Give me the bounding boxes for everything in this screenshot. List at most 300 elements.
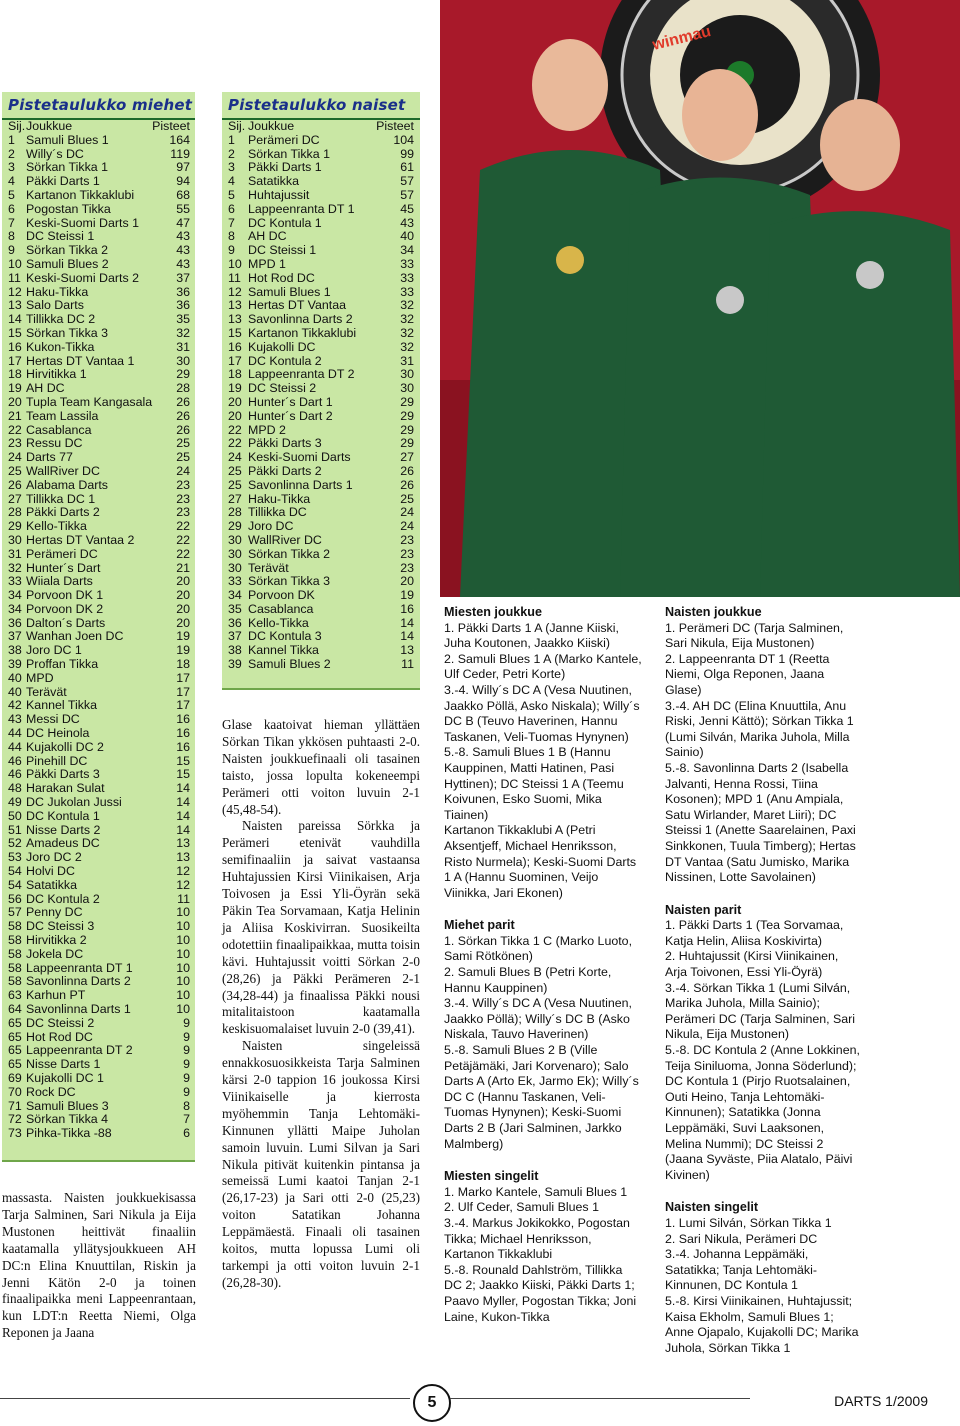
cell-points: 24 — [400, 519, 414, 534]
table-row — [228, 520, 414, 534]
cell-rank: 7 — [228, 215, 235, 230]
results-text: 1. Sörkan Tikka 1 C (Marko Luoto, Sami Rötkönen) 2. Samuli Blues B (Petri Korte, Hannu Kauppinen) 3.-4. Willy´s DC A (Vesa Nuutinen, Jaakko Pöllä); Willy´s DC B (Asko Niskala, Tauvo Haverinen) 5.-8. Samuli Blues 2 B (Ville Petäjämäki, Jari Korvenaro); Salo Darts A (Arto Ek, Jarmo Ek); Willy´s DC C (Hannu Taskanen, Veli-Tuomas Hynynen); Keski-Suomi Darts 2 B (Jari Salminen, Jarkko Malmberg) — [444, 933, 639, 1151]
cell-team: Päkki Darts 2 — [248, 463, 322, 478]
cell-rank: 36 — [228, 615, 242, 630]
results-heading: Naisten joukkue — [665, 605, 762, 619]
cell-rank: 18 — [8, 367, 22, 382]
cell-rank: 16 — [228, 339, 242, 354]
cell-rank: 11 — [228, 270, 241, 285]
table-header-row — [228, 120, 414, 134]
cell-rank: 33 — [8, 574, 22, 589]
cell-points: 57 — [400, 174, 414, 189]
results-text: 1. Päkki Darts 1 A (Janne Kiiski, Juha Koutonen, Jaakko Kiiski) 2. Samuli Blues 1 A (Marko Kantele, Ulf Ceder, Petri Korte) 3.-4. Willy´s DC A (Vesa Nuutinen, Jaakko Pöllä, Asko Niskala); Willy´s DC B (Teuvo Haverinen, Hannu Taskanen, Veli-Tuomas Hynynen) 5.-8. Samuli Blues 1 B (Hannu Kauppinen, Matti Hatinen, Pasi Hyttinen); DC Steissi 1 A (Teemu Koivunen, Esko Suomi, Mika Tiainen) Kartanon Tikkaklubi A (Petri Aksentjeff, Michael Henriksson, Risto Nurmela); Keski-Suomi Darts 1 A (Hannu Suominen, Veijo Viinikka, Jari Ekonen) — [444, 620, 642, 900]
cell-team: Joro DC 1 — [26, 643, 82, 658]
cell-rank: 12 — [8, 284, 22, 299]
cell-rank: 58 — [8, 933, 22, 948]
cell-team: DC Kontula 2 — [26, 891, 100, 906]
cell-team: Amadeus DC — [26, 836, 100, 851]
cell-rank: 5 — [8, 187, 15, 202]
table-row — [228, 355, 414, 369]
cell-team: Dalton´s Darts — [26, 615, 106, 630]
cell-rank: 15 — [228, 325, 242, 340]
cell-rank: 7 — [8, 215, 15, 230]
cell-team: Samuli Blues 2 — [248, 657, 331, 672]
cell-rank: 21 — [8, 408, 22, 423]
cell-rank: 69 — [8, 1070, 22, 1085]
cell-points: 14 — [400, 615, 414, 630]
cell-rank: 70 — [8, 1084, 22, 1099]
results-heading: Miehet parit — [444, 918, 515, 933]
cell-team: Casablanca — [26, 422, 92, 437]
cell-points: 40 — [400, 229, 414, 244]
cell-rank: 26 — [8, 477, 22, 492]
results-heading: Naisten singelit — [665, 1200, 759, 1215]
cell-team: Kujakolli DC 2 — [26, 739, 104, 754]
cell-team: Hunter´s Dart 2 — [248, 408, 333, 423]
table-row — [8, 230, 190, 244]
cell-rank: 58 — [8, 919, 22, 934]
cell-points: 26 — [176, 422, 190, 437]
cell-rank: 25 — [8, 463, 22, 478]
table-row — [8, 865, 190, 879]
table-row — [228, 341, 414, 355]
cell-team: Hot Rod DC — [26, 1029, 93, 1044]
table-row — [228, 189, 414, 203]
team-photo — [440, 0, 960, 597]
cell-points: 23 — [400, 532, 414, 547]
cell-rank: 71 — [8, 1098, 22, 1113]
cell-points: 34 — [400, 243, 414, 258]
cell-points: 20 — [176, 615, 190, 630]
cell-points: 13 — [176, 850, 190, 865]
cell-points: 29 — [176, 367, 190, 382]
cell-points: 14 — [176, 822, 190, 837]
table-row — [228, 479, 414, 493]
cell-rank: 58 — [8, 960, 22, 975]
cell-rank: 42 — [8, 698, 22, 713]
cell-team: Pogostan Tikka — [26, 201, 111, 216]
cell-rank: 6 — [228, 201, 235, 216]
cell-points: 99 — [400, 146, 414, 161]
team-photo-illustration — [440, 0, 960, 597]
cell-team: Päkki Darts 1 — [26, 174, 100, 189]
cell-points: 17 — [176, 684, 190, 699]
cell-team: Pinehill DC — [26, 753, 88, 768]
cell-team: Kartanon Tikkaklubi — [26, 187, 135, 202]
table-row — [8, 465, 190, 479]
cell-points: 16 — [400, 601, 414, 616]
table-row — [8, 368, 190, 382]
cell-team: Sörkan Tikka 4 — [26, 1112, 109, 1127]
cell-team: Perämeri DC — [26, 546, 98, 561]
table-row — [228, 437, 414, 451]
cell-team: Tillikka DC 2 — [26, 312, 96, 327]
table-row — [8, 148, 190, 162]
table-row — [8, 410, 190, 424]
cell-team: Tillikka DC 1 — [26, 491, 96, 506]
cell-team: Willy´s DC — [26, 146, 84, 161]
cell-points: 32 — [176, 325, 190, 340]
table-row — [8, 562, 190, 576]
cell-points: 14 — [176, 795, 190, 810]
cell-points: 32 — [400, 325, 414, 340]
cell-team: Samuli Blues 2 — [26, 256, 109, 271]
table-row — [8, 161, 190, 175]
table-row — [8, 630, 190, 644]
cell-points: 14 — [400, 629, 414, 644]
cell-points: 25 — [400, 491, 414, 506]
cell-rank: 39 — [8, 657, 22, 672]
cell-points: 9 — [183, 1029, 190, 1044]
table-row — [228, 465, 414, 479]
table-row — [8, 437, 190, 451]
cell-rank: 24 — [228, 450, 242, 465]
cell-team: Sörkan Tikka 2 — [26, 243, 109, 258]
cell-rank: 25 — [228, 477, 242, 492]
cell-points: 31 — [400, 353, 414, 368]
table-row — [8, 755, 190, 769]
table-row — [228, 148, 414, 162]
cell-rank: 58 — [8, 974, 22, 989]
cell-points: 9 — [183, 1057, 190, 1072]
cell-points: 43 — [400, 215, 414, 230]
table-row — [8, 975, 190, 989]
cell-rank: 28 — [228, 505, 242, 520]
cell-team: DC Kontula 2 — [248, 353, 322, 368]
cell-rank: 2 — [228, 146, 235, 161]
table-row — [8, 810, 190, 824]
cell-rank: 51 — [8, 822, 22, 837]
cell-rank: 28 — [8, 505, 22, 520]
cell-rank: 64 — [8, 1002, 22, 1016]
cell-rank: 65 — [8, 1029, 22, 1044]
cell-points: 12 — [176, 864, 190, 879]
cell-team: MPD — [26, 670, 54, 685]
cell-points: 24 — [400, 505, 414, 520]
cell-rank: 1 — [228, 132, 235, 147]
cell-team: WallRiver DC — [26, 463, 100, 478]
cell-points: 17 — [176, 670, 190, 685]
cell-points: 29 — [400, 436, 414, 451]
cell-rank: 40 — [8, 670, 22, 685]
cell-rank: 4 — [8, 174, 15, 189]
cell-team: Kannel Tikka — [248, 643, 319, 658]
cell-rank: 10 — [228, 256, 242, 271]
cell-team: Keski-Suomi Darts 1 — [26, 215, 139, 230]
cell-points: 22 — [176, 532, 190, 547]
cell-rank: 54 — [8, 864, 22, 879]
results-women-column — [665, 605, 863, 1356]
cell-points: 26 — [176, 394, 190, 409]
cell-rank: 8 — [228, 229, 235, 244]
cell-team: Alabama Darts — [26, 477, 108, 492]
table-row — [8, 1017, 190, 1031]
cell-points: 16 — [176, 712, 190, 727]
cell-team: Samuli Blues 1 — [248, 284, 331, 299]
cell-rank: 9 — [228, 243, 235, 258]
cell-rank: 46 — [8, 753, 22, 768]
footer-rule-left — [0, 1398, 410, 1399]
table-row — [8, 355, 190, 369]
cell-rank: 34 — [228, 588, 242, 603]
cell-points: 9 — [183, 1084, 190, 1099]
cell-points: 9 — [183, 1070, 190, 1085]
cell-team: Keski-Suomi Darts 2 — [26, 270, 139, 285]
table-row — [8, 962, 190, 976]
cell-points: 43 — [176, 229, 190, 244]
article-middle-column — [222, 717, 420, 1292]
table-row — [228, 272, 414, 286]
cell-rank: 10 — [8, 256, 22, 271]
cell-team: Hot Rod DC — [248, 270, 315, 285]
cell-team: DC Steissi 2 — [26, 1015, 95, 1030]
cell-points: 33 — [400, 284, 414, 299]
men-standings-title: Pistetaulukko miehet — [2, 92, 195, 120]
cell-points: 16 — [176, 726, 190, 741]
table-row — [228, 617, 414, 631]
cell-team: Nisse Darts 2 — [26, 822, 101, 837]
cell-points: 19 — [400, 588, 414, 603]
cell-points: 10 — [176, 905, 190, 920]
cell-team: Holvi DC — [26, 864, 75, 879]
cell-rank: 53 — [8, 850, 22, 865]
cell-team: Joro DC 2 — [26, 850, 82, 865]
cell-team: DC Steissi 3 — [26, 919, 95, 934]
cell-rank: 46 — [8, 767, 22, 782]
cell-points: 10 — [176, 988, 190, 1003]
cell-points: 11 — [177, 891, 190, 906]
table-row — [228, 258, 414, 272]
cell-rank: 39 — [228, 657, 242, 672]
table-row — [8, 175, 190, 189]
cell-rank: 34 — [8, 601, 22, 616]
cell-team: Perämeri DC — [248, 132, 320, 147]
cell-rank: 13 — [8, 298, 22, 313]
cell-team: Ressu DC — [26, 436, 83, 451]
cell-rank: 11 — [8, 270, 21, 285]
cell-points: 22 — [176, 519, 190, 534]
cell-rank: 54 — [8, 877, 22, 892]
table-row — [228, 548, 414, 562]
cell-team: Rock DC — [26, 1084, 76, 1099]
cell-team: Porvoon DK — [248, 588, 315, 603]
cell-team: Lappeenranta DT 2 — [26, 1043, 133, 1058]
cell-rank: 27 — [8, 491, 22, 506]
table-row — [8, 893, 190, 907]
cell-team: Hertas DT Vantaa 1 — [26, 353, 135, 368]
header-rank: Sij. — [8, 119, 26, 133]
table-row — [8, 699, 190, 713]
table-row — [8, 396, 190, 410]
cell-points: 14 — [176, 781, 190, 796]
section-gap — [444, 901, 642, 918]
cell-points: 23 — [176, 477, 190, 492]
men-standings-table — [8, 120, 190, 1141]
cell-team: Team Lassila — [26, 408, 99, 423]
table-row — [8, 534, 190, 548]
cell-points: 35 — [176, 312, 190, 327]
cell-rank: 25 — [228, 463, 242, 478]
cell-points: 29 — [400, 408, 414, 423]
cell-rank: 17 — [228, 353, 242, 368]
table-row — [8, 934, 190, 948]
cell-rank: 72 — [8, 1112, 22, 1127]
cell-team: Salo Darts — [26, 298, 84, 313]
table-row — [8, 548, 190, 562]
table-row — [228, 175, 414, 189]
cell-points: 25 — [176, 436, 190, 451]
cell-team: DC Steissi 1 — [26, 229, 95, 244]
cell-rank: 29 — [8, 519, 22, 534]
table-row — [8, 382, 190, 396]
cell-rank: 38 — [228, 643, 242, 658]
cell-rank: 31 — [8, 546, 22, 561]
section-gap — [444, 1152, 642, 1169]
cell-points: 25 — [176, 450, 190, 465]
cell-team: Terävät — [248, 560, 289, 575]
table-row — [8, 203, 190, 217]
cell-points: 10 — [176, 946, 190, 961]
cell-team: Hunter´s Dart 1 — [248, 394, 333, 409]
cell-team: Hertas DT Vantaa — [248, 298, 347, 313]
cell-team: Haku-Tikka — [26, 284, 89, 299]
cell-rank: 30 — [228, 560, 242, 575]
cell-points: 23 — [400, 546, 414, 561]
cell-team: Pihka-Tikka -88 — [26, 1126, 112, 1141]
cell-rank: 19 — [228, 381, 242, 396]
cell-points: 23 — [176, 491, 190, 506]
cell-points: 24 — [176, 463, 190, 478]
table-row — [8, 341, 190, 355]
cell-rank: 3 — [8, 160, 15, 175]
cell-team: Savonlinna Darts 1 — [26, 1002, 131, 1016]
cell-team: Päkki Darts 3 — [248, 436, 322, 451]
brand-text: winmau — [650, 22, 713, 54]
cell-team: Lappeenranta DT 1 — [248, 201, 355, 216]
cell-points: 8 — [183, 1098, 190, 1113]
cell-team: Kujakolli DC — [248, 339, 316, 354]
table-row — [228, 382, 414, 396]
cell-team: Tillikka DC — [248, 505, 307, 520]
cell-points: 10 — [176, 960, 190, 975]
table-row — [8, 479, 190, 493]
results-heading: Miesten joukkue — [444, 605, 542, 619]
cell-rank: 9 — [8, 243, 15, 258]
cell-points: 94 — [176, 174, 190, 189]
cell-team: Savonlinna Darts 1 — [248, 477, 353, 492]
cell-points: 20 — [176, 588, 190, 603]
cell-rank: 65 — [8, 1043, 22, 1058]
table-row — [8, 837, 190, 851]
cell-points: 33 — [400, 256, 414, 271]
cell-points: 29 — [400, 394, 414, 409]
cell-points: 9 — [183, 1015, 190, 1030]
table-row — [228, 286, 414, 300]
cell-rank: 48 — [8, 781, 22, 796]
table-row — [228, 244, 414, 258]
cell-points: 20 — [400, 574, 414, 589]
cell-team: Jokela DC — [26, 946, 84, 961]
cell-points: 10 — [176, 974, 190, 989]
cell-team: Joro DC — [248, 519, 294, 534]
cell-rank: 56 — [8, 891, 22, 906]
cell-team: Kukon-Tikka — [26, 339, 95, 354]
table-row — [8, 741, 190, 755]
cell-points: 61 — [400, 160, 414, 175]
table-row — [8, 1100, 190, 1114]
section-gap — [665, 886, 863, 903]
cell-rank: 65 — [8, 1057, 22, 1072]
cell-rank: 4 — [228, 174, 235, 189]
cell-team: DC Kontula 3 — [248, 629, 322, 644]
cell-rank: 24 — [8, 450, 22, 465]
table-row — [8, 727, 190, 741]
cell-rank: 43 — [8, 712, 22, 727]
cell-points: 16 — [176, 739, 190, 754]
men-standings-box — [2, 92, 195, 1162]
table-row — [8, 796, 190, 810]
table-row — [8, 617, 190, 631]
cell-team: Porvoon DK 1 — [26, 588, 104, 603]
cell-team: Kello-Tikka — [248, 615, 309, 630]
cell-team: Huhtajussit — [248, 187, 310, 202]
cell-rank: 8 — [8, 229, 15, 244]
cell-points: 164 — [169, 132, 190, 147]
cell-team: Casablanca — [248, 601, 314, 616]
cell-team: Hunter´s Dart — [26, 560, 101, 575]
cell-points: 119 — [170, 146, 190, 161]
cell-rank: 20 — [228, 408, 242, 423]
table-row — [228, 410, 414, 424]
cell-team: Karhun PT — [26, 988, 86, 1003]
cell-rank: 37 — [228, 629, 242, 644]
table-row — [228, 575, 414, 589]
table-row — [8, 782, 190, 796]
cell-team: Sörkan Tikka 1 — [26, 160, 109, 175]
table-row — [8, 1113, 190, 1127]
cell-team: DC Steissi 1 — [248, 243, 317, 258]
cell-rank: 13 — [228, 312, 242, 327]
cell-team: MPD 1 — [248, 256, 286, 271]
table-row — [8, 313, 190, 327]
cell-team: WallRiver DC — [248, 532, 322, 547]
cell-rank: 6 — [8, 201, 15, 216]
cell-rank: 36 — [8, 615, 22, 630]
cell-rank: 57 — [8, 905, 22, 920]
cell-rank: 63 — [8, 988, 22, 1003]
cell-rank: 13 — [228, 298, 242, 313]
cell-team: Wanhan Joen DC — [26, 629, 124, 644]
cell-rank: 30 — [228, 546, 242, 561]
cell-team: Sörkan Tikka 3 — [248, 574, 330, 589]
table-row — [228, 396, 414, 410]
results-heading: Naisten parit — [665, 902, 742, 917]
table-row — [8, 1072, 190, 1086]
table-row — [8, 989, 190, 1003]
table-row — [8, 244, 190, 258]
table-row — [228, 424, 414, 438]
cell-rank: 29 — [228, 519, 242, 534]
table-row — [228, 313, 414, 327]
cell-points: 10 — [176, 1002, 190, 1016]
table-row — [8, 299, 190, 313]
cell-rank: 1 — [8, 132, 15, 147]
section-gap — [665, 1183, 863, 1200]
table-row — [8, 1086, 190, 1100]
table-row — [8, 879, 190, 893]
cell-points: 43 — [176, 256, 190, 271]
cell-team: Kartanon Tikkaklubi — [248, 325, 357, 340]
